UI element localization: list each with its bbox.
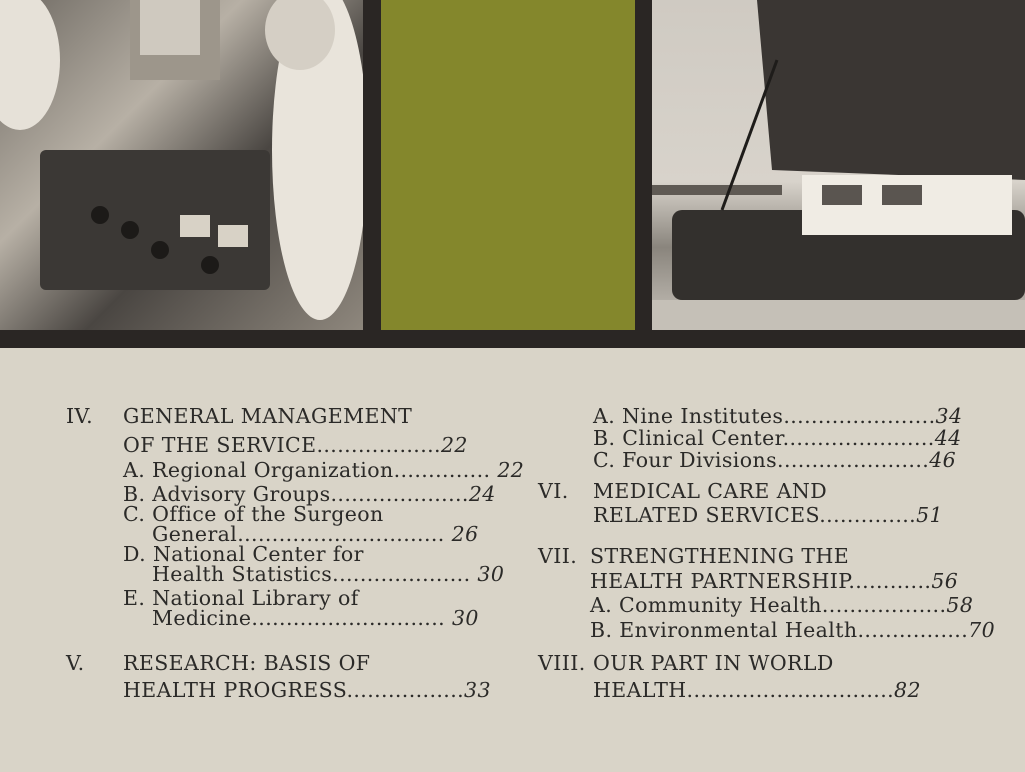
toc-entry-four-divisions: C. Four Divisions......................46	[593, 448, 957, 472]
table-of-contents	[0, 348, 1025, 772]
section-vii-number: VII.	[538, 544, 578, 568]
section-vii-title: STRENGTHENING THE	[590, 544, 850, 568]
toc-entry-community-health: A. Community Health..................58	[590, 593, 974, 617]
ship-illustration	[652, 0, 1025, 330]
section-vi-title-cont: RELATED SERVICES..............51	[593, 503, 943, 527]
toc-entry-surgeon-general: C. Office of the Surgeon	[123, 502, 384, 526]
toc-entry-library-of-medicine-cont: Medicine............................ 30	[152, 606, 479, 630]
photo-strip	[0, 0, 1025, 348]
section-vi-title: MEDICAL CARE AND	[593, 479, 828, 503]
toc-entry-regional-organization: A. Regional Organization.............. 22	[123, 458, 525, 482]
section-vi-number: VI.	[538, 479, 569, 503]
section-vii-title-cont: HEALTH PARTNERSHIP............56	[590, 569, 959, 593]
toc-entry-clinical-center: B. Clinical Center......................44	[593, 426, 962, 450]
lab-equipment-illustration	[0, 0, 363, 330]
toc-entry-nine-institutes: A. Nine Institutes......................34	[593, 404, 963, 428]
section-v-number: V.	[66, 651, 85, 675]
section-viii-title-cont: HEALTH..............................82	[593, 678, 921, 702]
toc-entry-surgeon-general-cont: General.............................. 26	[152, 522, 479, 546]
section-iv-title-cont: OF THE SERVICE..................22	[123, 433, 468, 457]
ship-photo	[652, 0, 1025, 330]
lab-photo	[0, 0, 363, 330]
toc-entry-library-of-medicine: E. National Library of	[123, 586, 359, 610]
section-v-title: RESEARCH: BASIS OF	[123, 651, 371, 675]
toc-entry-environmental-health: B. Environmental Health................70	[590, 618, 996, 642]
section-iv-number: IV.	[66, 404, 94, 428]
section-iv-title: GENERAL MANAGEMENT	[123, 404, 413, 428]
section-v-title-cont: HEALTH PROGRESS.................33	[123, 678, 491, 702]
section-viii-title: OUR PART IN WORLD	[593, 651, 834, 675]
section-viii-number: VIII.	[538, 651, 586, 675]
toc-entry-health-statistics-cont: Health Statistics.................... 30	[152, 562, 505, 586]
toc-entry-advisory-groups: B. Advisory Groups....................24	[123, 482, 496, 506]
toc-entry-health-statistics: D. National Center for	[123, 542, 364, 566]
green-panel	[381, 0, 635, 330]
